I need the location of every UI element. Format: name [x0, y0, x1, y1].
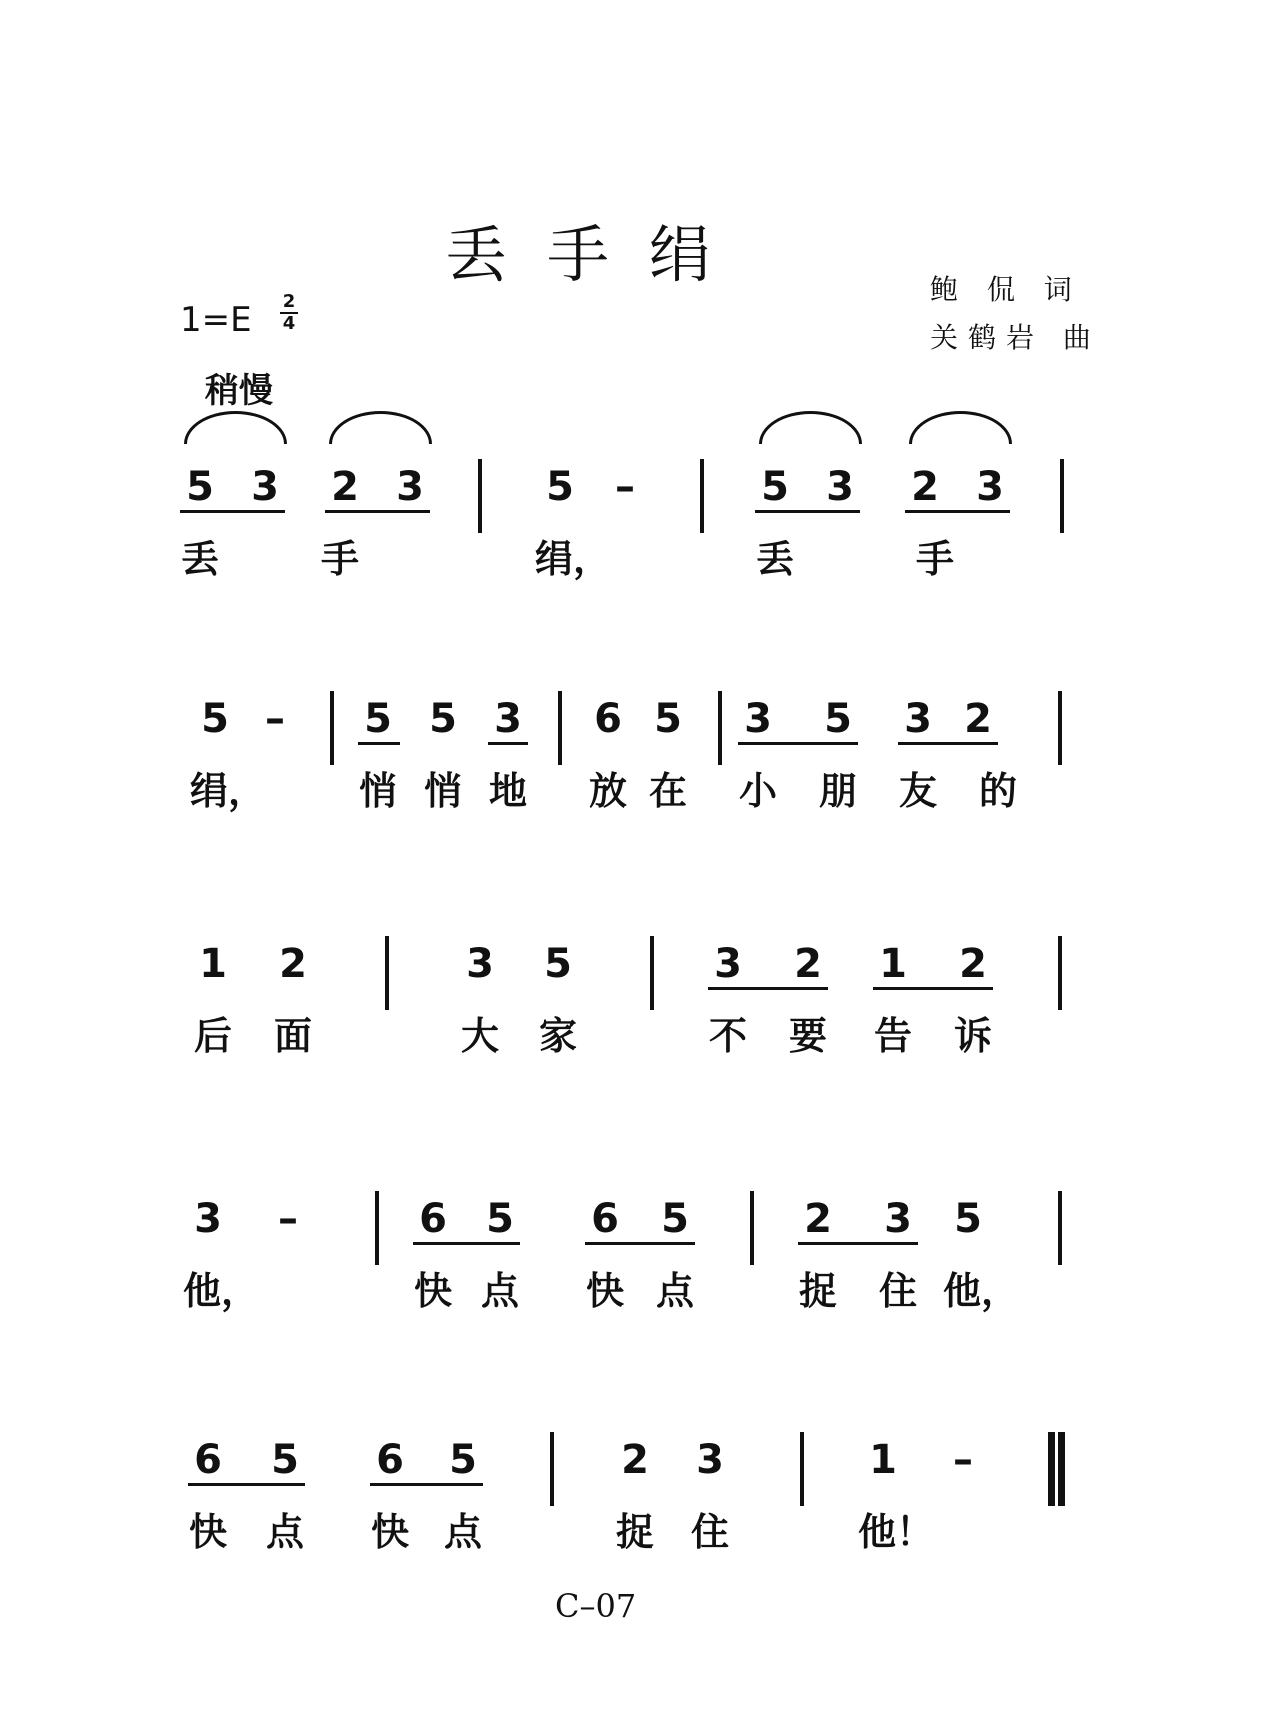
lyric: 他，	[943, 1269, 1020, 1313]
note: 5	[824, 696, 852, 742]
lyric: 朋	[818, 769, 857, 813]
note: 3	[976, 464, 1004, 510]
note: 5	[429, 696, 457, 742]
barline	[1058, 936, 1062, 1010]
lyric: 在	[648, 769, 687, 813]
slur	[329, 411, 432, 444]
score-row	[0, 1195, 1272, 1345]
time-signature-denominator: 4	[282, 313, 296, 334]
note: 5	[661, 1196, 689, 1242]
final-barline	[1048, 1432, 1055, 1506]
lyric: 后	[193, 1014, 232, 1058]
note: 3	[466, 941, 494, 987]
lyric: 住	[878, 1269, 917, 1313]
sustain-dash: –	[265, 696, 285, 742]
barline	[1060, 459, 1064, 533]
lyric: 丢	[180, 537, 219, 581]
score-row	[0, 1436, 1272, 1586]
note: 3	[884, 1196, 912, 1242]
note: 1	[879, 941, 907, 987]
lyricist-credit: 鲍 侃 词	[930, 273, 1082, 306]
lyric: 捉	[798, 1269, 837, 1313]
lyric: 快	[370, 1510, 409, 1554]
note: 5	[654, 696, 682, 742]
score-row	[0, 940, 1272, 1090]
note: 2	[621, 1437, 649, 1483]
note: 6	[419, 1196, 447, 1242]
lyric: 面	[273, 1014, 312, 1058]
barline	[650, 936, 654, 1010]
song-title: 丢手绢	[445, 218, 752, 291]
score-row	[0, 463, 1272, 613]
lyric: 手	[320, 537, 359, 581]
note: 2	[911, 464, 939, 510]
note: 2	[964, 696, 992, 742]
slur	[184, 411, 287, 444]
lyric: 的	[978, 769, 1017, 813]
lyric: 友	[898, 769, 937, 813]
note: 3	[494, 696, 522, 742]
tempo-marking: 稍慢	[205, 371, 273, 411]
barline	[800, 1432, 804, 1506]
lyric: 捉	[615, 1510, 654, 1554]
barline	[478, 459, 482, 533]
lyric: 点	[655, 1269, 694, 1313]
note: 3	[396, 464, 424, 510]
note: 3	[194, 1196, 222, 1242]
lyric: 告	[873, 1014, 912, 1058]
note: 5	[954, 1196, 982, 1242]
lyric: 悄	[423, 769, 462, 813]
lyric: 不	[708, 1014, 747, 1058]
lyric: 大	[460, 1014, 499, 1058]
note: 5	[486, 1196, 514, 1242]
barline	[1058, 691, 1062, 765]
time-signature-numerator: 2	[282, 291, 296, 312]
note: 3	[714, 941, 742, 987]
lyric: 他！	[858, 1510, 935, 1554]
note: 2	[794, 941, 822, 987]
lyric: 丢	[755, 537, 794, 581]
barline	[1058, 1191, 1062, 1265]
note: 2	[804, 1196, 832, 1242]
slur	[759, 411, 862, 444]
note: 1	[869, 1437, 897, 1483]
note: 5	[544, 941, 572, 987]
lyric: 住	[690, 1510, 729, 1554]
note: 5	[449, 1437, 477, 1483]
slur	[909, 411, 1012, 444]
note: 1	[199, 941, 227, 987]
note: 2	[279, 941, 307, 987]
lyric: 快	[188, 1510, 227, 1554]
time-signature	[278, 292, 300, 334]
note: 2	[331, 464, 359, 510]
sustain-dash: –	[278, 1196, 298, 1242]
barline	[750, 1191, 754, 1265]
lyric: 绢，	[190, 769, 267, 813]
score-row	[0, 695, 1272, 845]
note: 6	[194, 1437, 222, 1483]
final-barline	[1058, 1432, 1065, 1506]
sustain-dash: –	[615, 464, 635, 510]
note: 5	[546, 464, 574, 510]
lyric: 小	[738, 769, 777, 813]
lyric: 诉	[953, 1014, 992, 1058]
note: 3	[904, 696, 932, 742]
note: 3	[744, 696, 772, 742]
lyric: 家	[538, 1014, 577, 1058]
barline	[385, 936, 389, 1010]
lyric: 绢，	[535, 537, 612, 581]
lyric: 放	[588, 769, 627, 813]
note: 5	[271, 1437, 299, 1483]
note: 5	[761, 464, 789, 510]
barline	[558, 691, 562, 765]
lyric: 悄	[358, 769, 397, 813]
barline	[718, 691, 722, 765]
note: 5	[186, 464, 214, 510]
barline	[700, 459, 704, 533]
lyric: 要	[788, 1014, 827, 1058]
lyric: 点	[480, 1269, 519, 1313]
lyric: 他，	[183, 1269, 260, 1313]
barline	[375, 1191, 379, 1265]
note: 6	[376, 1437, 404, 1483]
lyric: 地	[488, 769, 527, 813]
lyric: 点	[265, 1510, 304, 1554]
sustain-dash: –	[953, 1437, 973, 1483]
composer-credit: 关鹤岩 曲	[930, 321, 1101, 354]
note: 3	[696, 1437, 724, 1483]
note: 5	[364, 696, 392, 742]
lyric: 手	[915, 537, 954, 581]
note: 6	[591, 1196, 619, 1242]
lyric: 快	[585, 1269, 624, 1313]
note: 6	[594, 696, 622, 742]
lyric: 点	[443, 1510, 482, 1554]
barline	[550, 1432, 554, 1506]
key-signature: 1=E	[180, 300, 252, 340]
lyric: 快	[413, 1269, 452, 1313]
note: 2	[959, 941, 987, 987]
note: 5	[201, 696, 229, 742]
note: 3	[826, 464, 854, 510]
page-number: C–07	[555, 1587, 637, 1625]
note: 3	[251, 464, 279, 510]
barline	[330, 691, 334, 765]
